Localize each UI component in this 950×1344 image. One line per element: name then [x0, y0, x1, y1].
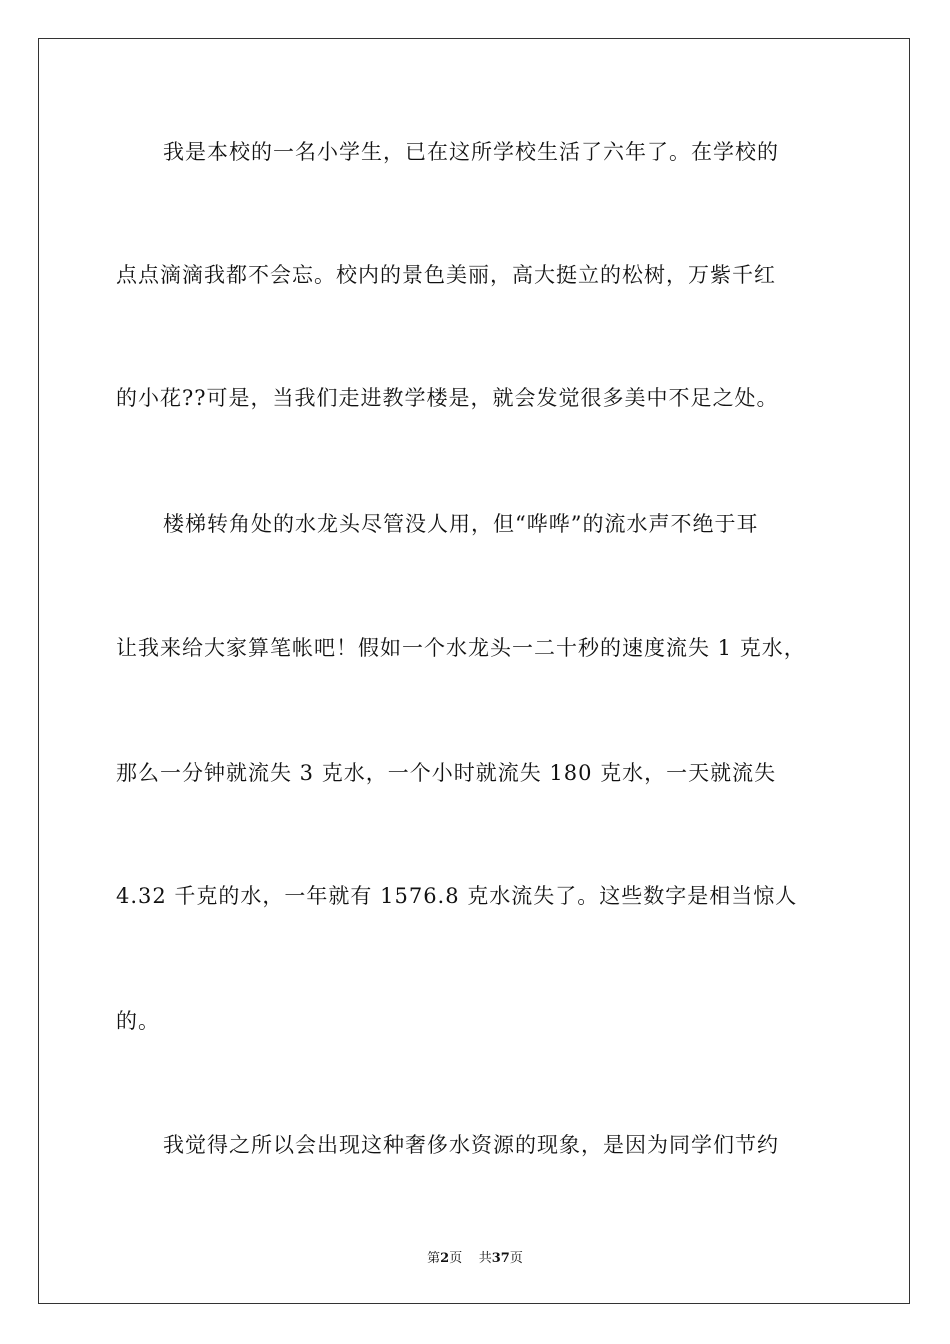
- page-number: 2: [440, 1251, 450, 1266]
- paragraph-2-line-2: 让我来给大家算笔帐吧！假如一个水龙头一二十秒的速度流失 1 克水，: [116, 636, 806, 660]
- paragraph-1-line-2: 点点滴滴我都不会忘。校内的景色美丽，高大挺立的松树，万紫千红: [116, 263, 776, 287]
- page-label-suffix: 页: [449, 1251, 463, 1266]
- paragraph-2-line-3: 那么一分钟就流失 3 克水，一个小时就流失 180 克水，一天就流失: [116, 761, 777, 785]
- paragraph-2-line-4: 4.32 千克的水，一年就有 1576.8 克水流失了。这些数字是相当惊人: [116, 884, 798, 908]
- paragraph-1-line-3: 的小花??可是，当我们走进教学楼是，就会发觉很多美中不足之处。: [116, 386, 779, 410]
- total-label-prefix: 共: [478, 1251, 492, 1266]
- paragraph-3-line-1: 我觉得之所以会出现这种奢侈水资源的现象，是因为同学们节约: [163, 1133, 779, 1157]
- paragraph-2-line-5: 的。: [116, 1009, 160, 1033]
- total-label-suffix: 页: [509, 1251, 523, 1266]
- paragraph-1-line-1: 我是本校的一名小学生，已在这所学校生活了六年了。在学校的: [163, 140, 779, 164]
- paragraph-2-line-1: 楼梯转角处的水龙头尽管没人用，但“哗哗”的流水声不绝于耳: [163, 512, 759, 536]
- page-footer: [0, 1247, 950, 1266]
- page-label-prefix: 第: [427, 1251, 441, 1266]
- total-pages: 37: [491, 1251, 510, 1266]
- page-border: [38, 38, 910, 1304]
